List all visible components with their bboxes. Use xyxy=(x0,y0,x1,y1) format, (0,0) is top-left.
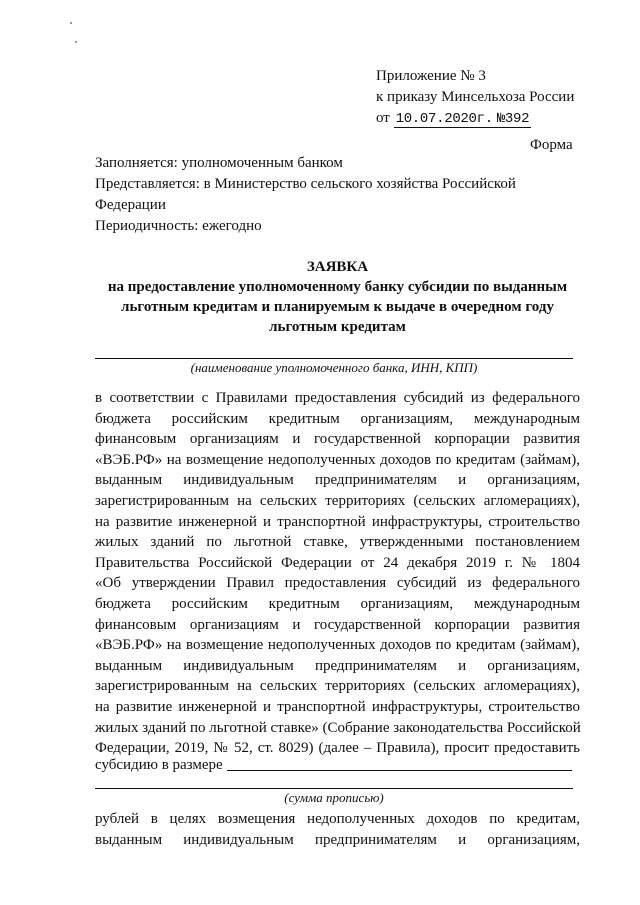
body-line: рублей в целях возмещения недополученных доходов по кредитам, xyxy=(95,811,580,827)
title-heading: ЗАЯВКА xyxy=(306,259,369,275)
sum-in-words-field[interactable] xyxy=(95,788,573,789)
bank-name-caption: (наименование уполномоченного банка, ИНН, КПП) xyxy=(190,360,478,375)
order-number: №392 xyxy=(496,111,530,127)
sum-in-words-caption: (сумма прописью) xyxy=(284,790,384,805)
appendix-number: Приложение № 3 xyxy=(376,68,486,84)
subsidy-amount-row xyxy=(95,755,580,775)
body-line: выданным индивидуальным предпринимателям и организациям, xyxy=(95,831,580,848)
order-date: 10.07.2020г. xyxy=(395,111,493,127)
title-line: на предоставление уполномоченному банку субсидии по выданным xyxy=(107,279,568,295)
body-line: жилых зданий по льготной ставке, утвержденными постановлением xyxy=(95,534,580,551)
subsidy-amount-field[interactable] xyxy=(227,770,572,771)
filled-by: Заполняется: уполномоченным банком xyxy=(95,155,343,171)
order-reference: к приказу Минсельхоза России xyxy=(376,89,575,105)
body-line: финансовым организациям и государственной корпорации развития xyxy=(95,616,580,633)
body-line: Правительства Российской Федерации от 24 декабря 2019 г. № 1804 xyxy=(95,554,580,571)
body-line: зарегистрированным на сельских территориях (сельских агломерациях), xyxy=(95,492,580,509)
scan-speck xyxy=(75,41,77,43)
body-line: на развитие инженерной и транспортной инфраструктуры, строительство xyxy=(95,698,580,715)
body-line: выданным индивидуальным предпринимателям и организациям, xyxy=(95,472,580,489)
form-meta xyxy=(95,153,565,237)
body-line: жилых зданий по льготной ставке» (Собрание законодательства Российской xyxy=(95,719,581,736)
from-label: от xyxy=(376,110,390,126)
body-line: в соответствии с Правилами предоставления субсидий из федерального xyxy=(95,390,580,406)
submitted-to-continued: Федерации xyxy=(95,197,166,213)
body-line: финансовым организациям и государственной корпорации развития xyxy=(95,431,580,448)
body-line: «ВЭБ.РФ» на возмещение недополученных доходов по кредитам (займам), xyxy=(95,451,580,468)
document-title xyxy=(95,257,580,337)
body-line: на развитие инженерной и транспортной инфраструктуры, строительство xyxy=(95,513,580,530)
body-paragraph xyxy=(95,388,580,759)
body-line: бюджета российским кредитным организациям, международным xyxy=(95,595,580,612)
periodicity: Периодичность: ежегодно xyxy=(95,218,262,234)
body-line: бюджета российским кредитным организациям, международным xyxy=(95,410,580,427)
order-date-line xyxy=(376,108,616,130)
scan-speck xyxy=(70,22,72,24)
appendix-header xyxy=(376,66,616,130)
subsidy-label: субсидию в размере xyxy=(95,757,223,773)
submitted-to: Представляется: в Министерство сельского хозяйства Российской xyxy=(95,176,516,192)
title-line: льготным кредитам и планируемым к выдаче в очередном году xyxy=(121,299,554,315)
body-line: Федерации, 2019, № 52, ст. 8029) (далее – Правила), просит предоставить xyxy=(95,740,580,757)
body-line: выданным индивидуальным предпринимателям и организациям, xyxy=(95,657,580,674)
body-line: «Об утверждении Правил предоставления субсидий из федерального xyxy=(95,575,580,592)
title-line: льготным кредитам xyxy=(269,319,406,335)
form-label: Форма xyxy=(530,137,573,153)
bank-name-field[interactable] xyxy=(95,358,573,359)
body-line: зарегистрированным на сельских территориях (сельских агломерациях), xyxy=(95,678,580,695)
body-line: «ВЭБ.РФ» на возмещение недополученных доходов по кредитам (займам), xyxy=(95,637,580,654)
continuation-paragraph xyxy=(95,809,580,850)
